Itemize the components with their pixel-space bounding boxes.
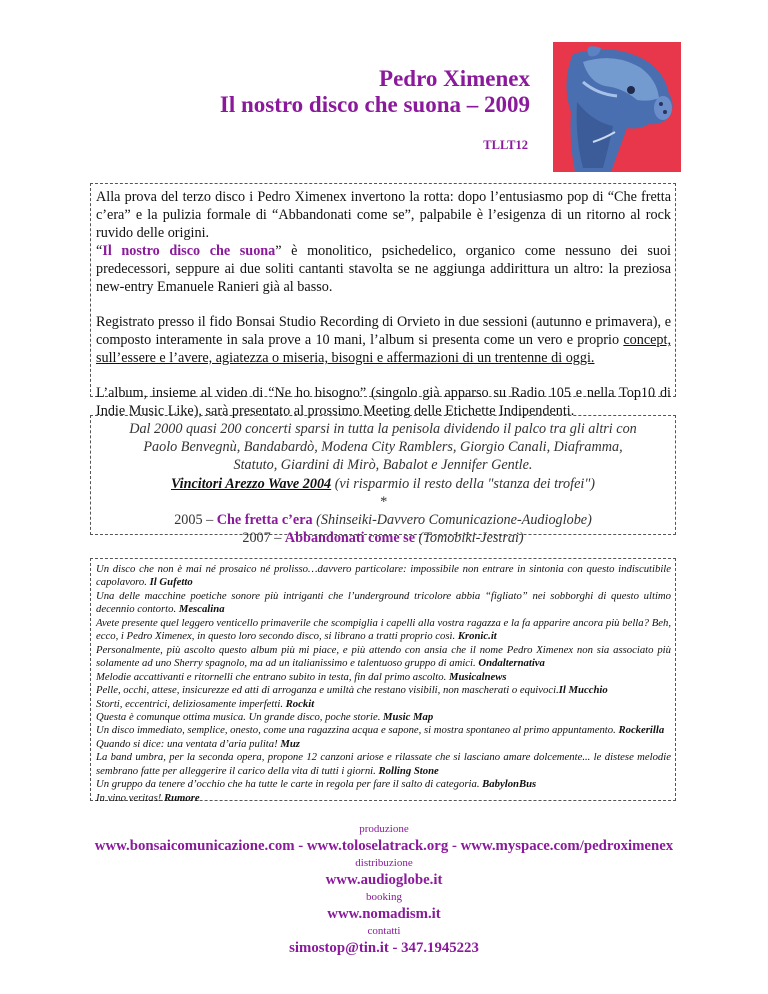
review-text: Storti, eccentrici, deliziosamente imperfetti. <box>96 697 286 710</box>
review-source: Rockit <box>285 697 315 710</box>
review-quote <box>96 778 671 791</box>
review-source: Ondalternativa <box>478 657 545 670</box>
release-title: Abbandonati come se <box>284 530 415 547</box>
review-text: Un disco che non è mai né prosaico né prolisso…davvero particolare: impossibile non entrare in sintonia con questo indiscutibile capolavoro. <box>96 563 671 589</box>
album-title: Il nostro disco che suona – 2009 <box>219 92 530 117</box>
release-title: Che fretta c’era <box>216 512 313 529</box>
review-quote <box>96 684 671 697</box>
album-name-highlight: Il nostro disco che suona <box>102 243 276 259</box>
review-text: Una delle macchine poetiche sonore più intriganti che l’underground tricolore abbia “figliato” nei sobborghi di questo ultimo decennio contorto. <box>96 589 671 616</box>
catalog-number: TLLT12 <box>483 138 528 152</box>
intro-text-box <box>90 183 676 419</box>
distribuzione-label: distribuzione <box>355 857 413 869</box>
review-quote <box>96 792 671 805</box>
review-source: Il Mucchio <box>558 684 608 697</box>
review-source: Mescalina <box>178 603 225 616</box>
review-text: Avete presente quel leggero venticello primaverile che scompiglia i capelli alla vostra ragazza e la fa apparire ancora più bella? Beh, ecco, i Pedro Ximenex, in questo loro secondo disco, si librano a tratti proprio così. <box>96 616 671 643</box>
review-quote <box>96 751 671 778</box>
review-source: Rolling Stone <box>378 764 439 777</box>
review-quote <box>96 563 671 590</box>
review-quote <box>96 724 671 737</box>
intro-text: Registrato presso il fido Bonsai Studio Recording di Orvieto in due sessioni (autunno e primavera), e composto interamente in sala prove a 10 mani, l’album si presenta come un vero e proprio <box>96 314 671 348</box>
release-year: 2005 – <box>174 512 217 529</box>
separator: * <box>379 493 387 510</box>
quote-mark: “ <box>96 243 103 259</box>
tolosela-link[interactable]: www.toloselatrack.org <box>306 838 449 854</box>
review-text: Pelle, occhi, attese, insicurezze ed atti di arroganza e umiltà che restano visibili, non mascherati o equivoci. <box>96 684 559 697</box>
review-source: Kronic.it <box>457 630 497 643</box>
history-line: Dal 2000 quasi 200 concerti sparsi in tutta la penisola dividendo il palco tra gli altri con <box>129 421 637 437</box>
produzione-label: produzione <box>359 823 409 835</box>
history-box <box>90 415 676 547</box>
link-separator: - <box>294 838 307 854</box>
review-source: Muz <box>280 737 300 750</box>
myspace-link[interactable]: www.myspace.com/pedroximenex <box>460 838 674 854</box>
review-source: Music Map <box>383 710 434 723</box>
review-quote <box>96 644 671 671</box>
history-line: Paolo Benvegnù, Bandabardò, Modena City Ramblers, Giorgio Canali, Diaframma, <box>143 439 623 456</box>
review-source: Il Gufetto <box>149 576 193 589</box>
release-line <box>95 529 671 547</box>
review-source: Rumore <box>163 791 200 804</box>
award-title: Vincitori Arezzo Wave 2004 <box>170 475 332 492</box>
review-text: Melodie accattivanti e ritornelli che entrano subito in testa, fin dal primo ascolto. <box>96 670 449 683</box>
review-text: Un gruppo da tenere d’occhio che ha tutte le carte in regola per fare il salto di categoria. <box>96 778 483 791</box>
band-name-title: Pedro Ximenex <box>379 66 530 91</box>
contact-email-phone[interactable]: simostop@tin.it - 347.1945223 <box>289 940 479 956</box>
review-quote <box>96 617 671 644</box>
history-line: Statuto, Giardini di Mirò, Babalot e Jennifer Gentle. <box>233 457 533 474</box>
review-source: Rockerilla <box>618 724 665 737</box>
nomadism-link[interactable]: www.nomadism.it <box>327 906 441 922</box>
award-line <box>95 475 671 493</box>
review-quote <box>96 738 671 751</box>
release-labels: (Shinseiki-Davvero Comunicazione-Audioglobe) <box>312 512 592 529</box>
footer-contacts <box>0 822 768 958</box>
review-quote <box>96 590 671 617</box>
review-text: Un disco immediato, semplice, onesto, come una ragazzina acqua e sapone, si mostra spontaneo al primo appuntamento. <box>96 724 619 737</box>
produzione-links <box>0 836 768 856</box>
release-labels: (Tomobiki-Jestrai) <box>415 530 524 547</box>
album-cover-image <box>553 42 681 172</box>
review-text: In vino veritas! <box>96 791 164 804</box>
intro-text: Alla prova del terzo disco i Pedro Ximenex invertono la rotta: dopo l’entusiasmo pop di “Che fretta c’era” e la pulizia formale di “Abbandonati come se”, palpabile è l’esigenza di un ritorno al rock ruvido delle origini. <box>96 189 671 241</box>
review-text: Quando si dice: una ventata d’aria pulita! <box>96 737 281 750</box>
review-quote <box>96 671 671 684</box>
review-text: Questa è comunque ottima musica. Un grande disco, poche storie. <box>96 710 384 723</box>
release-line <box>95 511 671 529</box>
reviews-box <box>90 558 676 804</box>
review-text: Personalmente, più ascolto questo album più mi piace, e più attendo con ansia che il nome Pedro Ximenex non sia associato più solamente ad uno Sherry spagnolo, ma ad un italianissimo e talentuoso gruppo di amici. <box>96 643 671 670</box>
header <box>0 0 768 170</box>
intro-paragraph-2 <box>96 313 671 367</box>
link-separator: - <box>448 838 461 854</box>
review-quote <box>96 711 671 724</box>
intro-paragraph-1 <box>96 188 671 296</box>
review-source: BabylonBus <box>482 778 537 791</box>
release-year: 2007 – <box>242 530 285 547</box>
award-note: (vi risparmio il resto della "stanza dei trofei") <box>331 475 596 492</box>
review-source: Musicalnews <box>448 670 507 683</box>
review-quote <box>96 698 671 711</box>
contatti-label: contatti <box>367 925 401 937</box>
bonsai-link[interactable]: www.bonsaicomunicazione.com <box>94 838 295 854</box>
intro-paragraph-3: L’album, insieme al video di “Ne ho bisogno” (singolo già apparso su Radio 105 e nella Top10 di Indie Music Like), sarà presentato al prossimo Meeting delle Etichette Indipendenti. <box>96 385 671 419</box>
intro-text: ” è monolitico, psichedelico, organico come nessuno dei suoi predecessori, seppure ai due soliti cantanti stavolta se ne aggiunga addirittura un altro: la preziosa new-entry Emanuele Ranieri già al basso. <box>96 243 671 295</box>
pig-painting-icon <box>553 42 681 172</box>
concept-underlined-text: concept, sull’essere e l’avere, agiatezza o miseria, bisogni e affermazioni di un trentenne di oggi. <box>96 332 672 366</box>
audioglobe-link[interactable]: www.audioglobe.it <box>325 872 443 888</box>
booking-label: booking <box>365 891 403 903</box>
review-text: La band umbra, per la seconda opera, propone 12 canzoni ariose e rilassate che si lasciano amare dolcemente... le distese melodie sembrano fatte per alleggerire il carico della vita di tutti i giorni. <box>96 751 671 777</box>
